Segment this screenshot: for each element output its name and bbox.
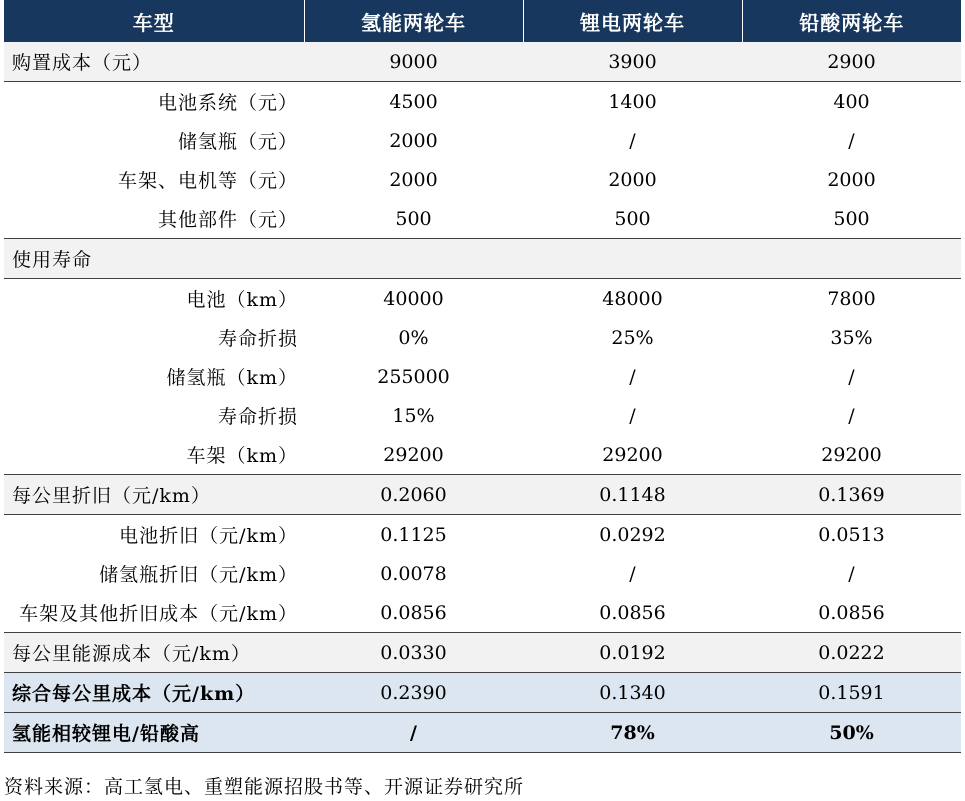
table-row bbox=[4, 435, 961, 475]
row-label: 每公里折旧（元/km） bbox=[4, 475, 304, 515]
row-label: 氢能相较锂电/铅酸高 bbox=[4, 713, 304, 753]
header-lithium: 锂电两轮车 bbox=[523, 0, 742, 42]
cell-hydrogen: 2000 bbox=[389, 168, 438, 191]
table-row bbox=[4, 396, 961, 435]
row-label: 其他部件（元） bbox=[4, 199, 304, 239]
table-row bbox=[4, 554, 961, 593]
row-label: 每公里能源成本（元/km） bbox=[4, 633, 304, 673]
cell-hydrogen: 0.0078 bbox=[380, 562, 447, 585]
cell-lead-acid: 2000 bbox=[827, 168, 876, 191]
table-row bbox=[4, 279, 961, 319]
cell-hydrogen: 4500 bbox=[389, 90, 438, 113]
cell-lithium: 0.1148 bbox=[523, 475, 742, 515]
cell-hydrogen: 0.2390 bbox=[304, 673, 523, 713]
cell-lithium: 0.0292 bbox=[599, 523, 666, 546]
cell-lithium: / bbox=[629, 365, 636, 388]
cell-hydrogen: 2000 bbox=[389, 129, 438, 152]
table-row bbox=[4, 121, 961, 160]
cell-hydrogen: 15% bbox=[392, 404, 435, 427]
row-label: 储氢瓶（km） bbox=[166, 367, 298, 389]
row-label: 电池系统（元） bbox=[157, 92, 298, 114]
cell-lead-acid: 0.1369 bbox=[742, 475, 961, 515]
table-row bbox=[4, 82, 961, 122]
row-label: 购置成本（元） bbox=[4, 42, 304, 82]
table-row bbox=[4, 160, 961, 199]
cell-lead-acid: / bbox=[848, 365, 855, 388]
row-label: 车架、电机等（元） bbox=[117, 170, 298, 192]
cell-lithium: 78% bbox=[523, 713, 742, 753]
table-row-premium bbox=[4, 713, 961, 753]
cell-lithium: 29200 bbox=[523, 435, 742, 475]
cell-lithium: 48000 bbox=[602, 287, 663, 310]
source-note: 资料来源：高工氢电、重塑能源招股书等、开源证券研究所 bbox=[4, 776, 525, 798]
cell-lithium: 25% bbox=[611, 326, 654, 349]
cell-lithium: 0.1340 bbox=[523, 673, 742, 713]
cell-lead-acid: / bbox=[848, 129, 855, 152]
table-row bbox=[4, 357, 961, 396]
row-label: 电池折旧（元/km） bbox=[119, 525, 298, 547]
table-header-row bbox=[4, 0, 961, 42]
cell-lithium: 2000 bbox=[608, 168, 657, 191]
table-row bbox=[4, 475, 961, 515]
table-row bbox=[4, 42, 961, 82]
row-label: 使用寿命 bbox=[4, 239, 304, 279]
table-row bbox=[4, 199, 961, 239]
row-label: 电池（km） bbox=[186, 289, 298, 311]
cell-lead-acid: 400 bbox=[833, 90, 870, 113]
cell-lead-acid: / bbox=[848, 562, 855, 585]
row-label: 车架及其他折旧成本（元/km） bbox=[4, 593, 304, 633]
cell-hydrogen: 0.0856 bbox=[304, 593, 523, 633]
table-row bbox=[4, 515, 961, 555]
cell-lead-acid: / bbox=[848, 404, 855, 427]
header-hydrogen: 氢能两轮车 bbox=[304, 0, 523, 42]
table-row bbox=[4, 318, 961, 357]
cell-lithium: 0.0192 bbox=[523, 633, 742, 673]
cell-lead-acid: 0.0222 bbox=[742, 633, 961, 673]
cell-lead-acid: 35% bbox=[830, 326, 873, 349]
cell-lead-acid: 0.0856 bbox=[742, 593, 961, 633]
cost-comparison-table bbox=[4, 0, 961, 753]
table-row bbox=[4, 239, 961, 279]
cell-lithium: 1400 bbox=[608, 90, 657, 113]
cell-lithium: 500 bbox=[523, 199, 742, 239]
cell-lithium: / bbox=[629, 562, 636, 585]
table-row-total-cost bbox=[4, 673, 961, 713]
cell-hydrogen: 29200 bbox=[304, 435, 523, 475]
cell-lead-acid: 29200 bbox=[742, 435, 961, 475]
cell-hydrogen: 0% bbox=[398, 326, 429, 349]
row-label: 综合每公里成本（元/km） bbox=[4, 673, 304, 713]
cell-lithium: 0.0856 bbox=[523, 593, 742, 633]
cell-hydrogen: 500 bbox=[304, 199, 523, 239]
row-label: 车架（km） bbox=[4, 435, 304, 475]
header-vehicle-type: 车型 bbox=[4, 0, 304, 42]
row-label: 寿命折损 bbox=[217, 328, 298, 350]
table-row bbox=[4, 593, 961, 633]
row-label: 储氢瓶折旧（元/km） bbox=[99, 564, 298, 586]
header-lead-acid: 铅酸两轮车 bbox=[742, 0, 961, 42]
cell-lead-acid: 50% bbox=[742, 713, 961, 753]
cell-lead-acid bbox=[742, 239, 961, 279]
cell-hydrogen bbox=[304, 239, 523, 279]
cell-hydrogen: 9000 bbox=[304, 42, 523, 82]
cell-lead-acid: 0.1591 bbox=[742, 673, 961, 713]
cell-lead-acid: 0.0513 bbox=[818, 523, 885, 546]
cell-lead-acid: 2900 bbox=[742, 42, 961, 82]
cell-lithium: / bbox=[629, 129, 636, 152]
cell-lithium bbox=[523, 239, 742, 279]
cell-lead-acid: 7800 bbox=[827, 287, 876, 310]
cell-hydrogen: 255000 bbox=[377, 365, 450, 388]
cell-lithium: / bbox=[629, 404, 636, 427]
cell-hydrogen: 40000 bbox=[383, 287, 444, 310]
cell-hydrogen: 0.2060 bbox=[304, 475, 523, 515]
cell-hydrogen: / bbox=[304, 713, 523, 753]
cell-lithium: 3900 bbox=[523, 42, 742, 82]
cell-hydrogen: 0.1125 bbox=[380, 523, 447, 546]
row-label: 储氢瓶（元） bbox=[177, 131, 298, 153]
cell-hydrogen: 0.0330 bbox=[304, 633, 523, 673]
cell-lead-acid: 500 bbox=[742, 199, 961, 239]
row-label: 寿命折损 bbox=[217, 406, 298, 428]
table-row bbox=[4, 633, 961, 673]
